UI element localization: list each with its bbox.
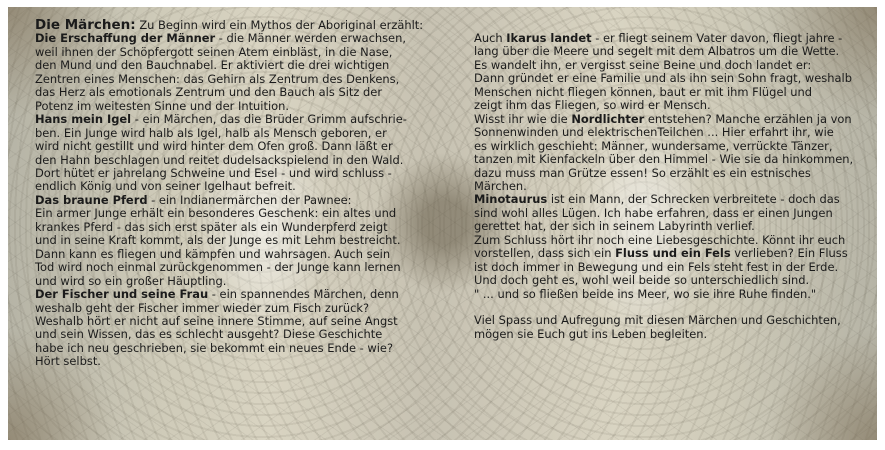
- story-line: lang über die Meere und segelt mit dem Albatros um die Wette.: [474, 44, 840, 59]
- story-title: Die Erschaffung der Männer: [35, 31, 216, 46]
- left-column: [35, 19, 440, 369]
- story-line: gerettet hat, der sich in seinem Labyrinth verlief.: [474, 219, 755, 234]
- story-line: und wird so ein großer Häuptling.: [35, 273, 227, 288]
- story-line: den Hahn beschlagen und reitet dudelsackspielend in den Wald.: [35, 152, 404, 167]
- story-line: dazu muss man Grütze essen! So erzählt es ein estnisches: [474, 165, 811, 180]
- story-line: Tod wird noch einmal zurückgenommen - der Junge kann lernen: [35, 260, 401, 275]
- section-heading: Die Märchen:: [35, 17, 136, 33]
- story-line: den Mund und den Bauchnabel. Er aktiviert die drei wichtigen: [35, 58, 390, 73]
- closing-line: mögen sie Euch gut ins Leben begleiten.: [474, 326, 708, 341]
- story-title: Der Fischer und seine Frau: [35, 287, 209, 302]
- story-line: Dann kann es fliegen und kämpfen und wahrsagen. Auch sein: [35, 246, 391, 261]
- story-line: sind wohl alles Lügen. Ich habe erfahren, dass er einen Jungen: [474, 205, 833, 220]
- story-line: vorstellen, dass sich ein Fluss und ein Fels verlieben? Ein Fluss: [474, 246, 848, 261]
- story-line: und sein Wissen, das es schlecht ausgeht? Diese Geschichte: [35, 327, 383, 342]
- story-title: Minotaurus: [474, 192, 548, 207]
- story-line: Wisst ihr wie die Nordlichter entstehen? Manche erzählen ja von: [474, 111, 852, 126]
- story-line: Das braune Pferd - ein Indianermärchen der Pawnee:: [35, 192, 352, 207]
- story-line: Die Erschaffung der Männer - die Männer werden erwachsen,: [35, 31, 406, 46]
- story-line: zeigt ihm das Fliegen, so wird er Mensch.: [474, 98, 711, 113]
- story-line: Dort hütet er jahrelang Schweine und Esel - und wird schluss -: [35, 165, 392, 180]
- story-line: es wirklich geschieht: Männer, wundersame, verrückte Tänzer,: [474, 138, 833, 153]
- story-line: Ein armer Junge erhält ein besonderes Geschenk: ein altes und: [35, 206, 397, 221]
- story-line: Und doch geht es, wohl weil beide so unterschiedlich sind.: [474, 273, 810, 288]
- story-line: weshalb geht der Fischer immer wieder zum Fisch zurück?: [35, 300, 370, 315]
- story-line: Dann gründet er eine Familie und als ihn sein Sohn fragt, weshalb: [474, 71, 852, 86]
- intro-line-1: Die Märchen: Zu Beginn wird ein Mythos der Aboriginal erzählt:: [35, 17, 424, 33]
- story-line: Es wandelt ihn, er vergisst seine Beine und doch landet er:: [474, 57, 812, 72]
- story-line: Zum Schluss hört ihr noch eine Liebesgeschichte. Könnt ihr euch: [474, 232, 846, 247]
- story-line: wird nicht gestillt und wird hinter dem Ofen groß. Dann läßt er: [35, 139, 393, 154]
- story-line: Hans mein Igel - ein Märchen, das die Brüder Grimm aufschrie-: [35, 112, 407, 127]
- story-title: Fluss und ein Fels: [615, 246, 731, 261]
- story-line: Weshalb hört er nicht auf seine innere Stimme, auf seine Angst: [35, 313, 398, 328]
- story-line: tanzen mit Kienfackeln über den Himmel - Wie sie da hinkommen,: [474, 152, 854, 167]
- story-line: Minotaurus ist ein Mann, der Schrecken verbreitete - doch das: [474, 192, 840, 207]
- story-line: Menschen nicht fliegen können, baut er mit ihm Flügel und: [474, 84, 813, 99]
- story-line: habe ich neu geschrieben, sie bekommt ein neues Ende - wie?: [35, 340, 394, 355]
- story-line: Märchen.: [474, 178, 527, 193]
- story-line: Sonnenwinden und elektrischenTeilchen ... Hier erfahrt ihr, wie: [474, 125, 834, 140]
- story-line: das Herz als emotionals Zentrum und den Bauch als Sitz der: [35, 85, 383, 100]
- story-line: endlich König und von seiner Igelhaut befreit.: [35, 179, 296, 194]
- story-line: ben. Ein Junge wird halb als Igel, halb als Mensch geboren, er: [35, 125, 387, 140]
- booklet-page: [8, 7, 877, 440]
- story-title: Nordlichter: [571, 111, 645, 126]
- closing-line: Viel Spass und Aufregung mit diesen Märchen und Geschichten,: [474, 313, 841, 328]
- story-title: Hans mein Igel: [35, 112, 132, 127]
- story-line: Der Fischer und seine Frau - ein spannendes Märchen, denn: [35, 287, 399, 302]
- story-line: Zentren eines Menschen: das Gehirn als Zentrum des Denkens,: [35, 71, 400, 86]
- story-line: " ... und so fließen beide ins Meer, wo sie ihre Ruhe finden.": [474, 286, 817, 301]
- story-line: Hört selbst.: [35, 354, 101, 369]
- story-title: Das braune Pferd: [35, 192, 148, 207]
- story-line: Auch Ikarus landet - er fliegt seinem Vater davon, fliegt jahre -: [474, 31, 843, 45]
- story-line: krankes Pferd - das sich erst später als ein Wunderpferd zeigt: [35, 219, 388, 234]
- story-line: weil ihnen der Schöpfergott seinen Atem einbläst, in die Nase,: [35, 44, 393, 59]
- story-line: und in seine Kraft kommt, als der Junge es mit Lehm bestreicht.: [35, 233, 401, 248]
- right-column: [474, 19, 866, 341]
- story-title: Ikarus landet: [506, 31, 592, 45]
- story-line: Potenz im weitesten Sinne und der Intuition.: [35, 98, 290, 113]
- story-line: ist doch immer in Bewegung und ein Fels steht fest in der Erde.: [474, 259, 839, 274]
